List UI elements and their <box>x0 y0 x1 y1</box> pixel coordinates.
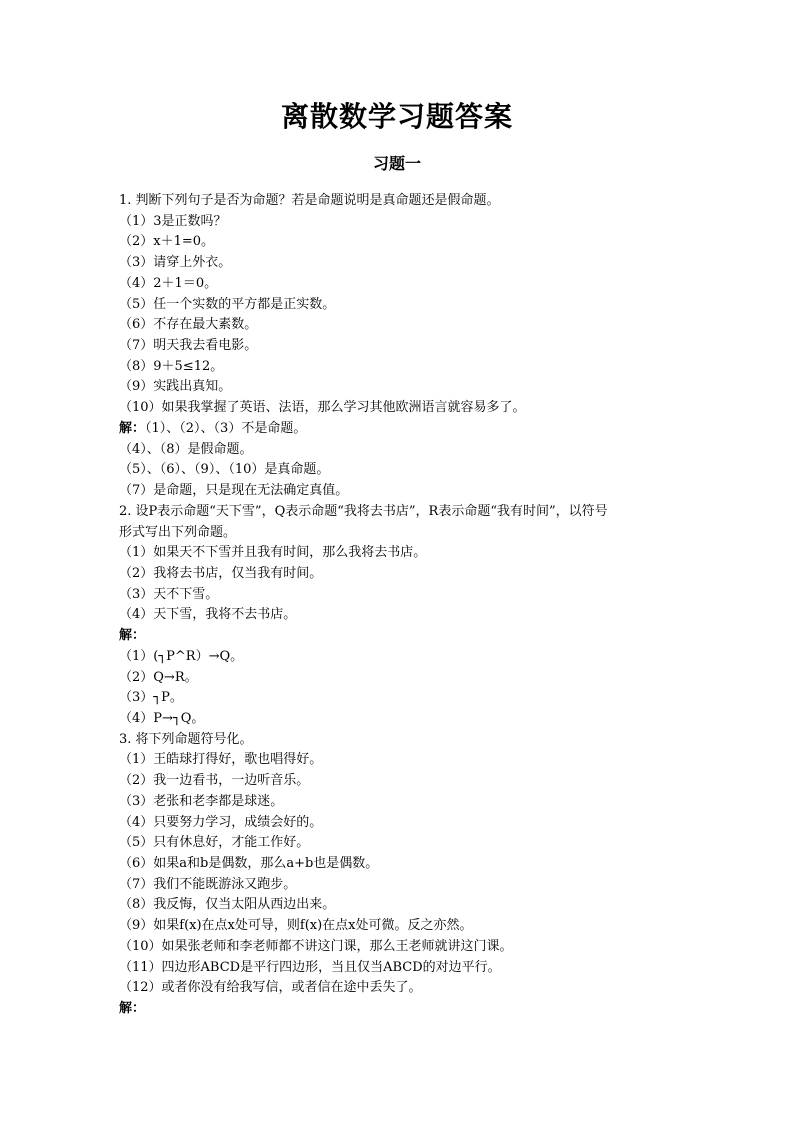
q2-item-4: （4）天下雪，我将不去书店。 <box>119 607 297 623</box>
q1-item-3: （3）请穿上外衣。 <box>119 255 232 271</box>
q1-item-4: （4）2＋1＝0。 <box>119 275 218 291</box>
question-1: 1. 判断下列句子是否为命题？若是命题说明是真命题还是假命题。 <box>119 193 500 208</box>
q3-item-8: （8）我反悔，仅当太阳从西边出来。 <box>119 897 336 913</box>
q3-item-11: （11）四边形ABCD是平行四边形，当且仅当ABCD的对边平行。 <box>119 959 501 975</box>
q2-answer-1: （1）(┐P^R）→Q。 <box>119 648 244 664</box>
q1-item-9: （9）实践出真知。 <box>119 379 232 395</box>
q3-item-1: （1）王皓球打得好，歌也唱得好。 <box>119 752 323 768</box>
q1-item-10: （10）如果我掌握了英语、法语，那么学习其他欧洲语言就容易多了。 <box>119 400 526 416</box>
q1-item-6: （6）不存在最大素数。 <box>119 317 258 333</box>
q1-item-2: （2）x＋1=0。 <box>119 234 215 250</box>
q2-item-3: （3）天不下雪。 <box>119 586 219 602</box>
q3-item-9: （9）如果f(x)在点x处可导，则f(x)在点x处可微。反之亦然。 <box>119 918 473 934</box>
section-title: 习题一 <box>372 154 421 173</box>
question-2: 2. 设P表示命题“天下雪”，Q表示命题“我将去书店”，R表示命题“我有时间”，以符号 <box>119 503 608 519</box>
q1-answer-3: （5）、（6）、（9）、（10）是真命题。 <box>119 462 330 478</box>
q3-item-5: （5）只有休息好，才能工作好。 <box>119 835 310 851</box>
q2-answer-label: 解： <box>119 628 146 644</box>
q2-answer-2: （2）Q→R。 <box>119 669 198 685</box>
q1-answer-1: 解：（1）、（2）、（3）不是命题。 <box>119 420 307 436</box>
q1-answer-4: （7）是命题，只是现在无法确定真值。 <box>119 483 349 499</box>
q1-item-5: （5）任一个实数的平方都是正实数。 <box>119 296 336 312</box>
q3-item-12: （12）或者你没有给我写信，或者信在途中丢失了。 <box>119 980 422 996</box>
q3-item-4: （4）只要努力学习，成绩会好的。 <box>119 814 323 830</box>
q3-item-10: （10）如果张老师和李老师都不讲这门课，那么王老师就讲这门课。 <box>119 938 513 954</box>
page-title: 离散数学习题答案 <box>280 100 513 133</box>
q1-item-1: （1）3是正数吗？ <box>119 213 227 229</box>
q1-answer-2: （4）、（8）是假命题。 <box>119 441 253 457</box>
q2-answer-4: （4）P→┐Q。 <box>119 710 205 726</box>
q3-item-7: （7）我们不能既游泳又跑步。 <box>119 876 297 892</box>
q3-answer-label: 解： <box>119 1001 146 1017</box>
q1-item-7: （7）明天我去看电影。 <box>119 338 258 354</box>
document-body <box>119 191 684 1020</box>
q2-item-1: （1）如果天不下雪并且我有时间，那么我将去书店。 <box>119 545 427 561</box>
q1-item-8: （8）9＋5≤12。 <box>119 358 224 374</box>
q3-item-3: （3）老张和老李都是球迷。 <box>119 793 284 809</box>
q2-item-2: （2）我将去书店，仅当我有时间。 <box>119 565 323 581</box>
q3-item-6: （6）如果a和b是偶数，那么a+b也是偶数。 <box>119 856 379 871</box>
q2-answer-3: （3）┐P。 <box>119 690 183 706</box>
q3-item-2: （2）我一边看书，一边听音乐。 <box>119 773 310 789</box>
question-2-cont: 形式写出下列命题。 <box>119 524 237 540</box>
question-3: 3. 将下列命题符号化。 <box>119 731 253 747</box>
